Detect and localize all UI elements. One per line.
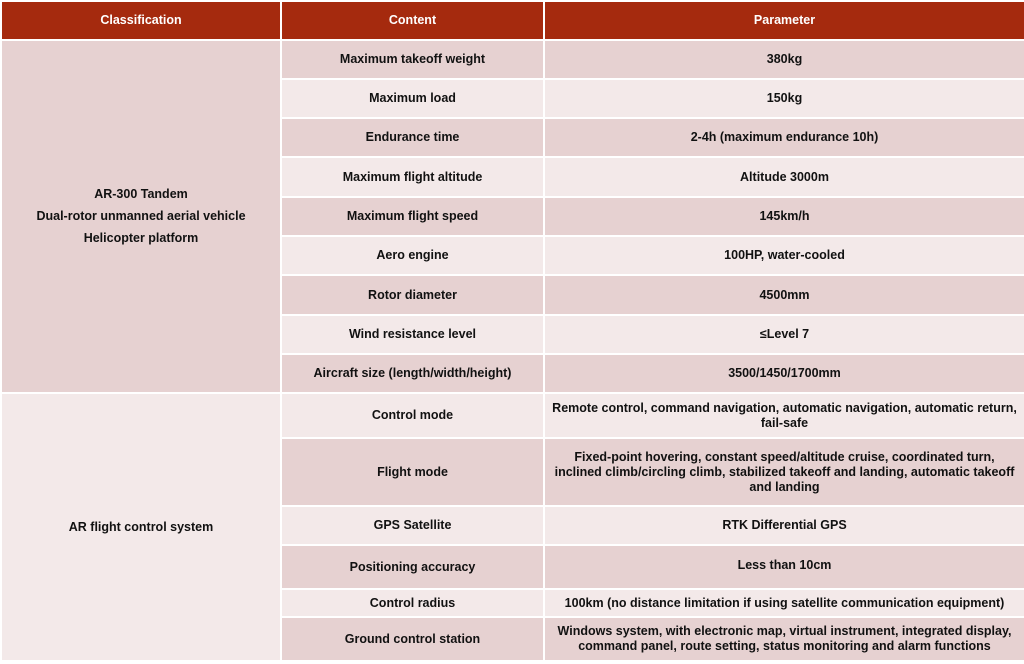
content-cell: Maximum flight speed [281, 197, 544, 236]
classification-line: AR-300 Tandem [94, 186, 188, 201]
header-classification: Classification [1, 1, 281, 40]
content-cell: Aircraft size (length/width/height) [281, 354, 544, 393]
classification-line: Helicopter platform [83, 230, 199, 245]
content-cell: Endurance time [281, 118, 544, 157]
parameter-cell: Windows system, with electronic map, virtual instrument, integrated display, command panel, route setting, status monitoring and alarm functions [544, 617, 1024, 661]
parameter-cell: Less than 10cm [544, 545, 1024, 589]
parameter-cell: 3500/1450/1700mm [544, 354, 1024, 393]
classification-cell-flight-control [1, 393, 281, 661]
content-cell: Maximum load [281, 79, 544, 118]
content-cell: Rotor diameter [281, 275, 544, 315]
parameter-cell: 2-4h (maximum endurance 10h) [544, 118, 1024, 157]
parameter-cell: ≤Level 7 [544, 315, 1024, 354]
parameter-cell: 100HP, water-cooled [544, 236, 1024, 275]
table-row [1, 40, 1024, 79]
header-content: Content [281, 1, 544, 40]
parameter-cell: Remote control, command navigation, automatic navigation, automatic return, fail-safe [544, 393, 1024, 438]
content-cell: Control radius [281, 589, 544, 617]
parameter-cell: 380kg [544, 40, 1024, 79]
header-row [1, 1, 1024, 40]
parameter-cell: 4500mm [544, 275, 1024, 315]
parameter-cell: 145km/h [544, 197, 1024, 236]
header-parameter: Parameter [544, 1, 1024, 40]
content-cell: Aero engine [281, 236, 544, 275]
content-cell: Wind resistance level [281, 315, 544, 354]
parameter-cell: Altitude 3000m [544, 157, 1024, 197]
content-cell: Maximum takeoff weight [281, 40, 544, 79]
content-cell: Maximum flight altitude [281, 157, 544, 197]
content-cell: Control mode [281, 393, 544, 438]
parameter-cell: Fixed-point hovering, constant speed/altitude cruise, coordinated turn, inclined climb/circling climb, stabilized takeoff and landing, automatic takeoff and landing [544, 438, 1024, 506]
content-cell: Positioning accuracy [281, 545, 544, 589]
parameter-cell: RTK Differential GPS [544, 506, 1024, 545]
content-cell: Flight mode [281, 438, 544, 506]
classification-line: Dual-rotor unmanned aerial vehicle [36, 208, 246, 223]
table-row [1, 393, 1024, 438]
parameter-cell: 150kg [544, 79, 1024, 118]
content-cell: GPS Satellite [281, 506, 544, 545]
parameter-cell: 100km (no distance limitation if using satellite communication equipment) [544, 589, 1024, 617]
classification-cell-uav [1, 40, 281, 393]
content-cell: Ground control station [281, 617, 544, 661]
classification-line: AR flight control system [68, 519, 214, 534]
